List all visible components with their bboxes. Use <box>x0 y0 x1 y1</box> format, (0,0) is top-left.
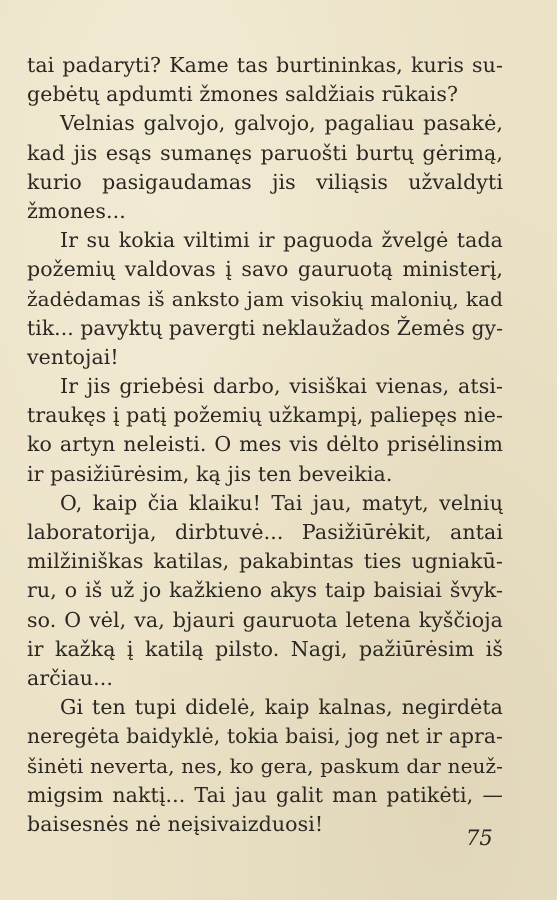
text-line: ir kažką į katilą pilsto. Nagi, pažiūrėsim iš <box>27 636 503 661</box>
text-line: ir pasižiūrėsim, ką jis ten beveikia. <box>27 461 393 486</box>
text-line: neregėta baidyklė, tokia baisi, jog net ir apra- <box>27 724 503 749</box>
text-line: laboratorija, dirbtuvė... Pasižiūrėkit, antai <box>27 520 503 544</box>
text-line: Ir su kokia viltimi ir paguoda žvelgė tada <box>60 228 503 253</box>
text-line: ventojai! <box>27 344 119 369</box>
text-line: Velnias galvojo, galvojo, pagaliau pasakė, <box>60 111 503 136</box>
text-line: tik... pavyktų pavergti neklaužados Žemės gy- <box>27 315 504 340</box>
text-line: ru, o iš už jo kažkieno akys taip baisiai švyk- <box>27 578 503 603</box>
text-line: milžiniškas katilas, pakabintas ties ugniakū- <box>27 549 503 574</box>
text-line: arčiau... <box>27 665 113 690</box>
text-line: kurio pasigaudamas jis viliąsis užvaldyti <box>27 169 503 194</box>
text-line: ko artyn neleisti. O mes vis dėlto prisėlinsim <box>27 432 503 457</box>
text-line: žadėdamas iš anksto jam visokių malonių, kad <box>27 286 503 311</box>
text-line: Ir jis griebėsi darbo, visiškai vienas, atsi- <box>60 374 503 399</box>
text-line: gebėtų apdumti žmones saldžiais rūkais? <box>27 82 459 107</box>
text-line: Gi ten tupi didelė, kaip kalnas, negirdėta <box>60 695 503 720</box>
text-line: migsim naktį... Tai jau galit man patikėti, — <box>27 782 503 807</box>
text-line: žmones... <box>27 198 126 223</box>
text-line: O, kaip čia klaiku! Tai jau, matyt, velnių <box>60 490 503 515</box>
text-line: kad jis esąs sumanęs paruošti burtų gėrimą, <box>27 140 503 165</box>
text-line: baisesnės nė neįsivaizduosi! <box>27 811 324 836</box>
text-line: šinėti neverta, nes, ko gera, paskum dar neuž- <box>27 753 503 778</box>
text-line: traukęs į patį požemių užkampį, paliepęs nie- <box>27 403 503 428</box>
body-text <box>27 51 503 839</box>
text-line: so. O vėl, va, bjauri gauruota letena kyščioja <box>27 607 503 632</box>
text-line: požemių valdovas į savo gauruotą ministerį, <box>27 257 503 282</box>
page-number: 75 <box>466 826 493 850</box>
text-line: tai padaryti? Kame tas burtininkas, kuris su- <box>27 53 503 77</box>
